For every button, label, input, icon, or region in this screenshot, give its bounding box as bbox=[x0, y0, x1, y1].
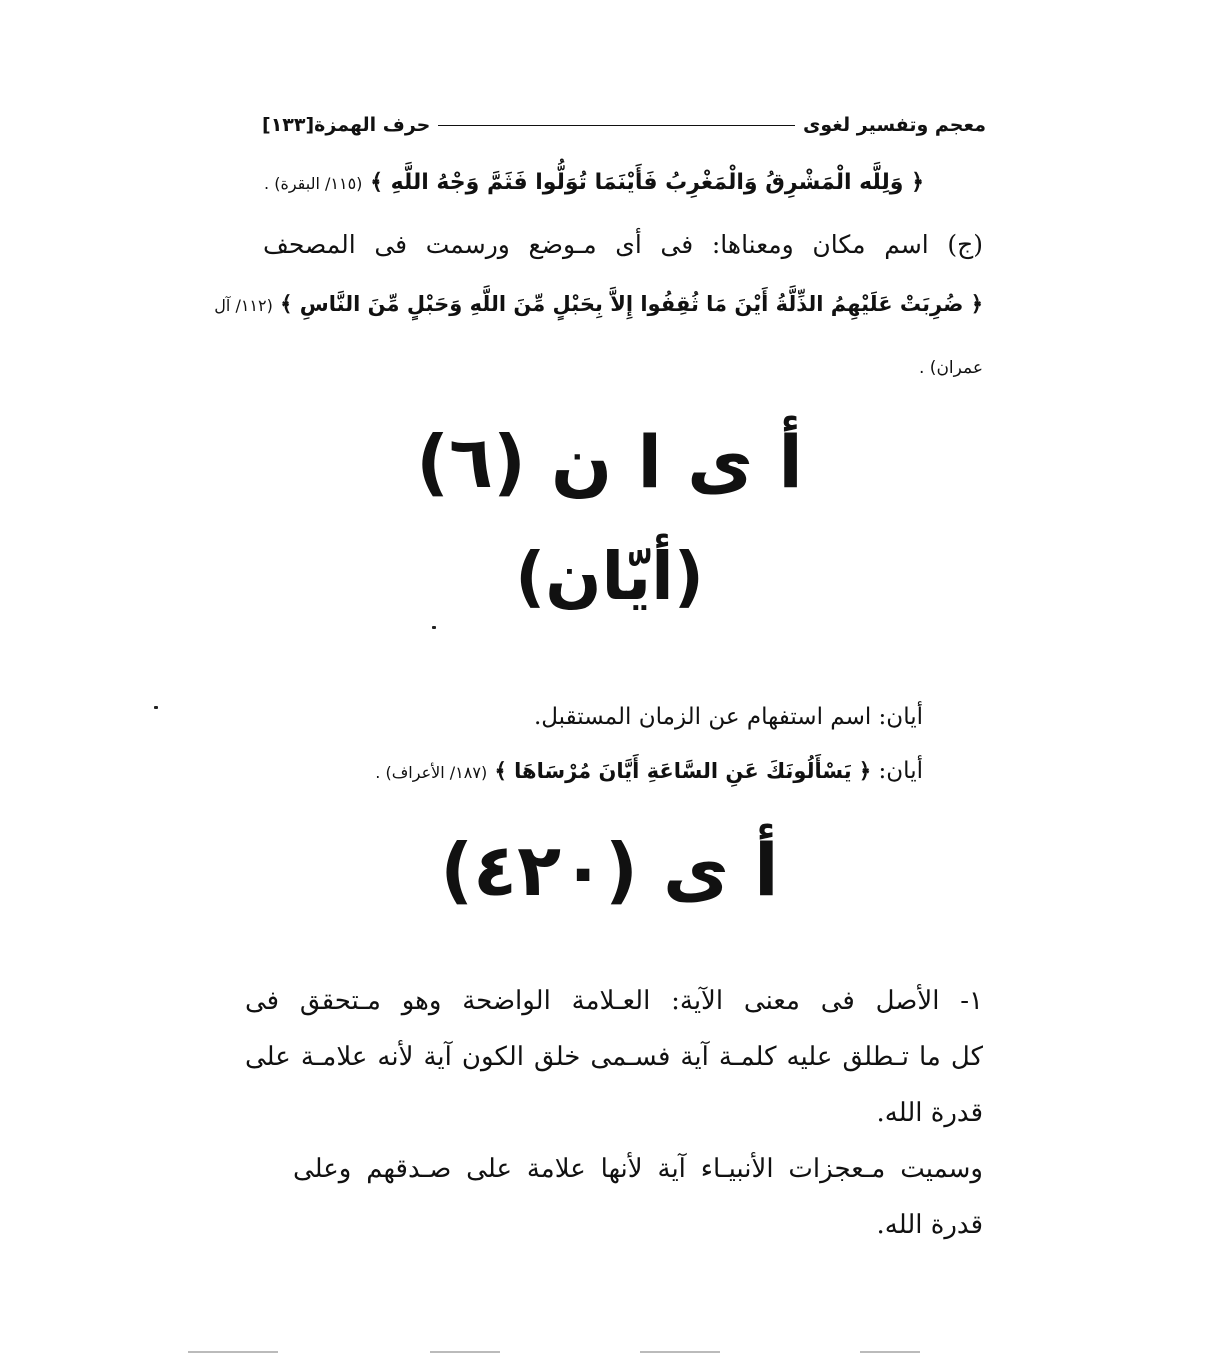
verse-2-text: ﴿ ضُرِبَتْ عَلَيْهِمُ الذِّلَّةُ أَيْنَ مَا ثُقِفُوا إِلاَّ بِحَبْلٍ مِّنَ اللَّهِ وَحَبْلٍ مِّنَ النَّاسِ ﴾ bbox=[280, 292, 983, 316]
verse-line-1 bbox=[264, 170, 924, 195]
definition-2-verse: ﴿ يَسْأَلُونَكَ عَنِ السَّاعَةِ أَيَّانَ مُرْسَاهَا ﴾ bbox=[494, 759, 872, 783]
definition-line-1: أيان: اسم استفهام عن الزمان المستقبل. bbox=[533, 704, 923, 730]
definition-line-2 bbox=[375, 758, 923, 784]
paragraph-1-line-3: قدرة الله. bbox=[876, 1098, 983, 1128]
verse-2-reference: (١١٢/ آل bbox=[214, 296, 273, 315]
paragraph-2-line-1: وسميت مـعجزات الأنبيـاء آية لأنها علامة على صـدقهم وعلى bbox=[293, 1154, 983, 1184]
paragraph-2-line-2: قدرة الله. bbox=[876, 1210, 983, 1240]
verse-line-2 bbox=[214, 292, 983, 316]
header-rule bbox=[438, 125, 795, 126]
section-page-number: حرف الهمزة[١٣٣] bbox=[262, 114, 431, 136]
paragraph-1-line-2: كل ما تـطلق عليه كلمـة آية فسـمى خلق الكون آية لأنه علامـة على bbox=[245, 1042, 983, 1072]
paragraph-1-line-1: ١- الأصل فى معنى الآية: العـلامة الواضحة وهو مـتحقق فى bbox=[245, 986, 983, 1016]
verse-1-reference: (١١٥/ البقرة) . bbox=[264, 174, 363, 193]
scan-speck bbox=[154, 706, 158, 709]
definition-2-reference: (١٨٧/ الأعراف) . bbox=[375, 763, 488, 782]
book-title: معجم وتفسير لغوى bbox=[802, 114, 986, 136]
scan-edge-mark bbox=[188, 1351, 278, 1353]
root-heading-ay: أ ى (٤٢٠) bbox=[440, 828, 779, 912]
root-subheading-ayyan: (أيّان) bbox=[515, 538, 704, 615]
scan-edge-mark bbox=[860, 1351, 920, 1353]
scan-edge-mark bbox=[640, 1351, 720, 1353]
verse-1-text: ﴿ وَلِلَّه الْمَشْرِقُ وَالْمَغْرِبُ فَأَيْنَمَا تُوَلُّوا فَثَمَّ وَجْهُ اللَّهِ ﴾ bbox=[370, 170, 924, 195]
verse-2-reference-continued: عمران) . bbox=[919, 358, 983, 378]
root-heading-ayan: أ ى ا ن (٦) bbox=[416, 420, 803, 504]
scan-edge-mark bbox=[430, 1351, 500, 1353]
scan-speck bbox=[432, 626, 436, 629]
running-header bbox=[262, 108, 986, 142]
item-c-paragraph: (ج) اسم مكان ومعناها: فى أى مـوضع ورسمت فى المصحف bbox=[263, 230, 983, 259]
definition-2-prefix: أيان: bbox=[878, 758, 923, 784]
